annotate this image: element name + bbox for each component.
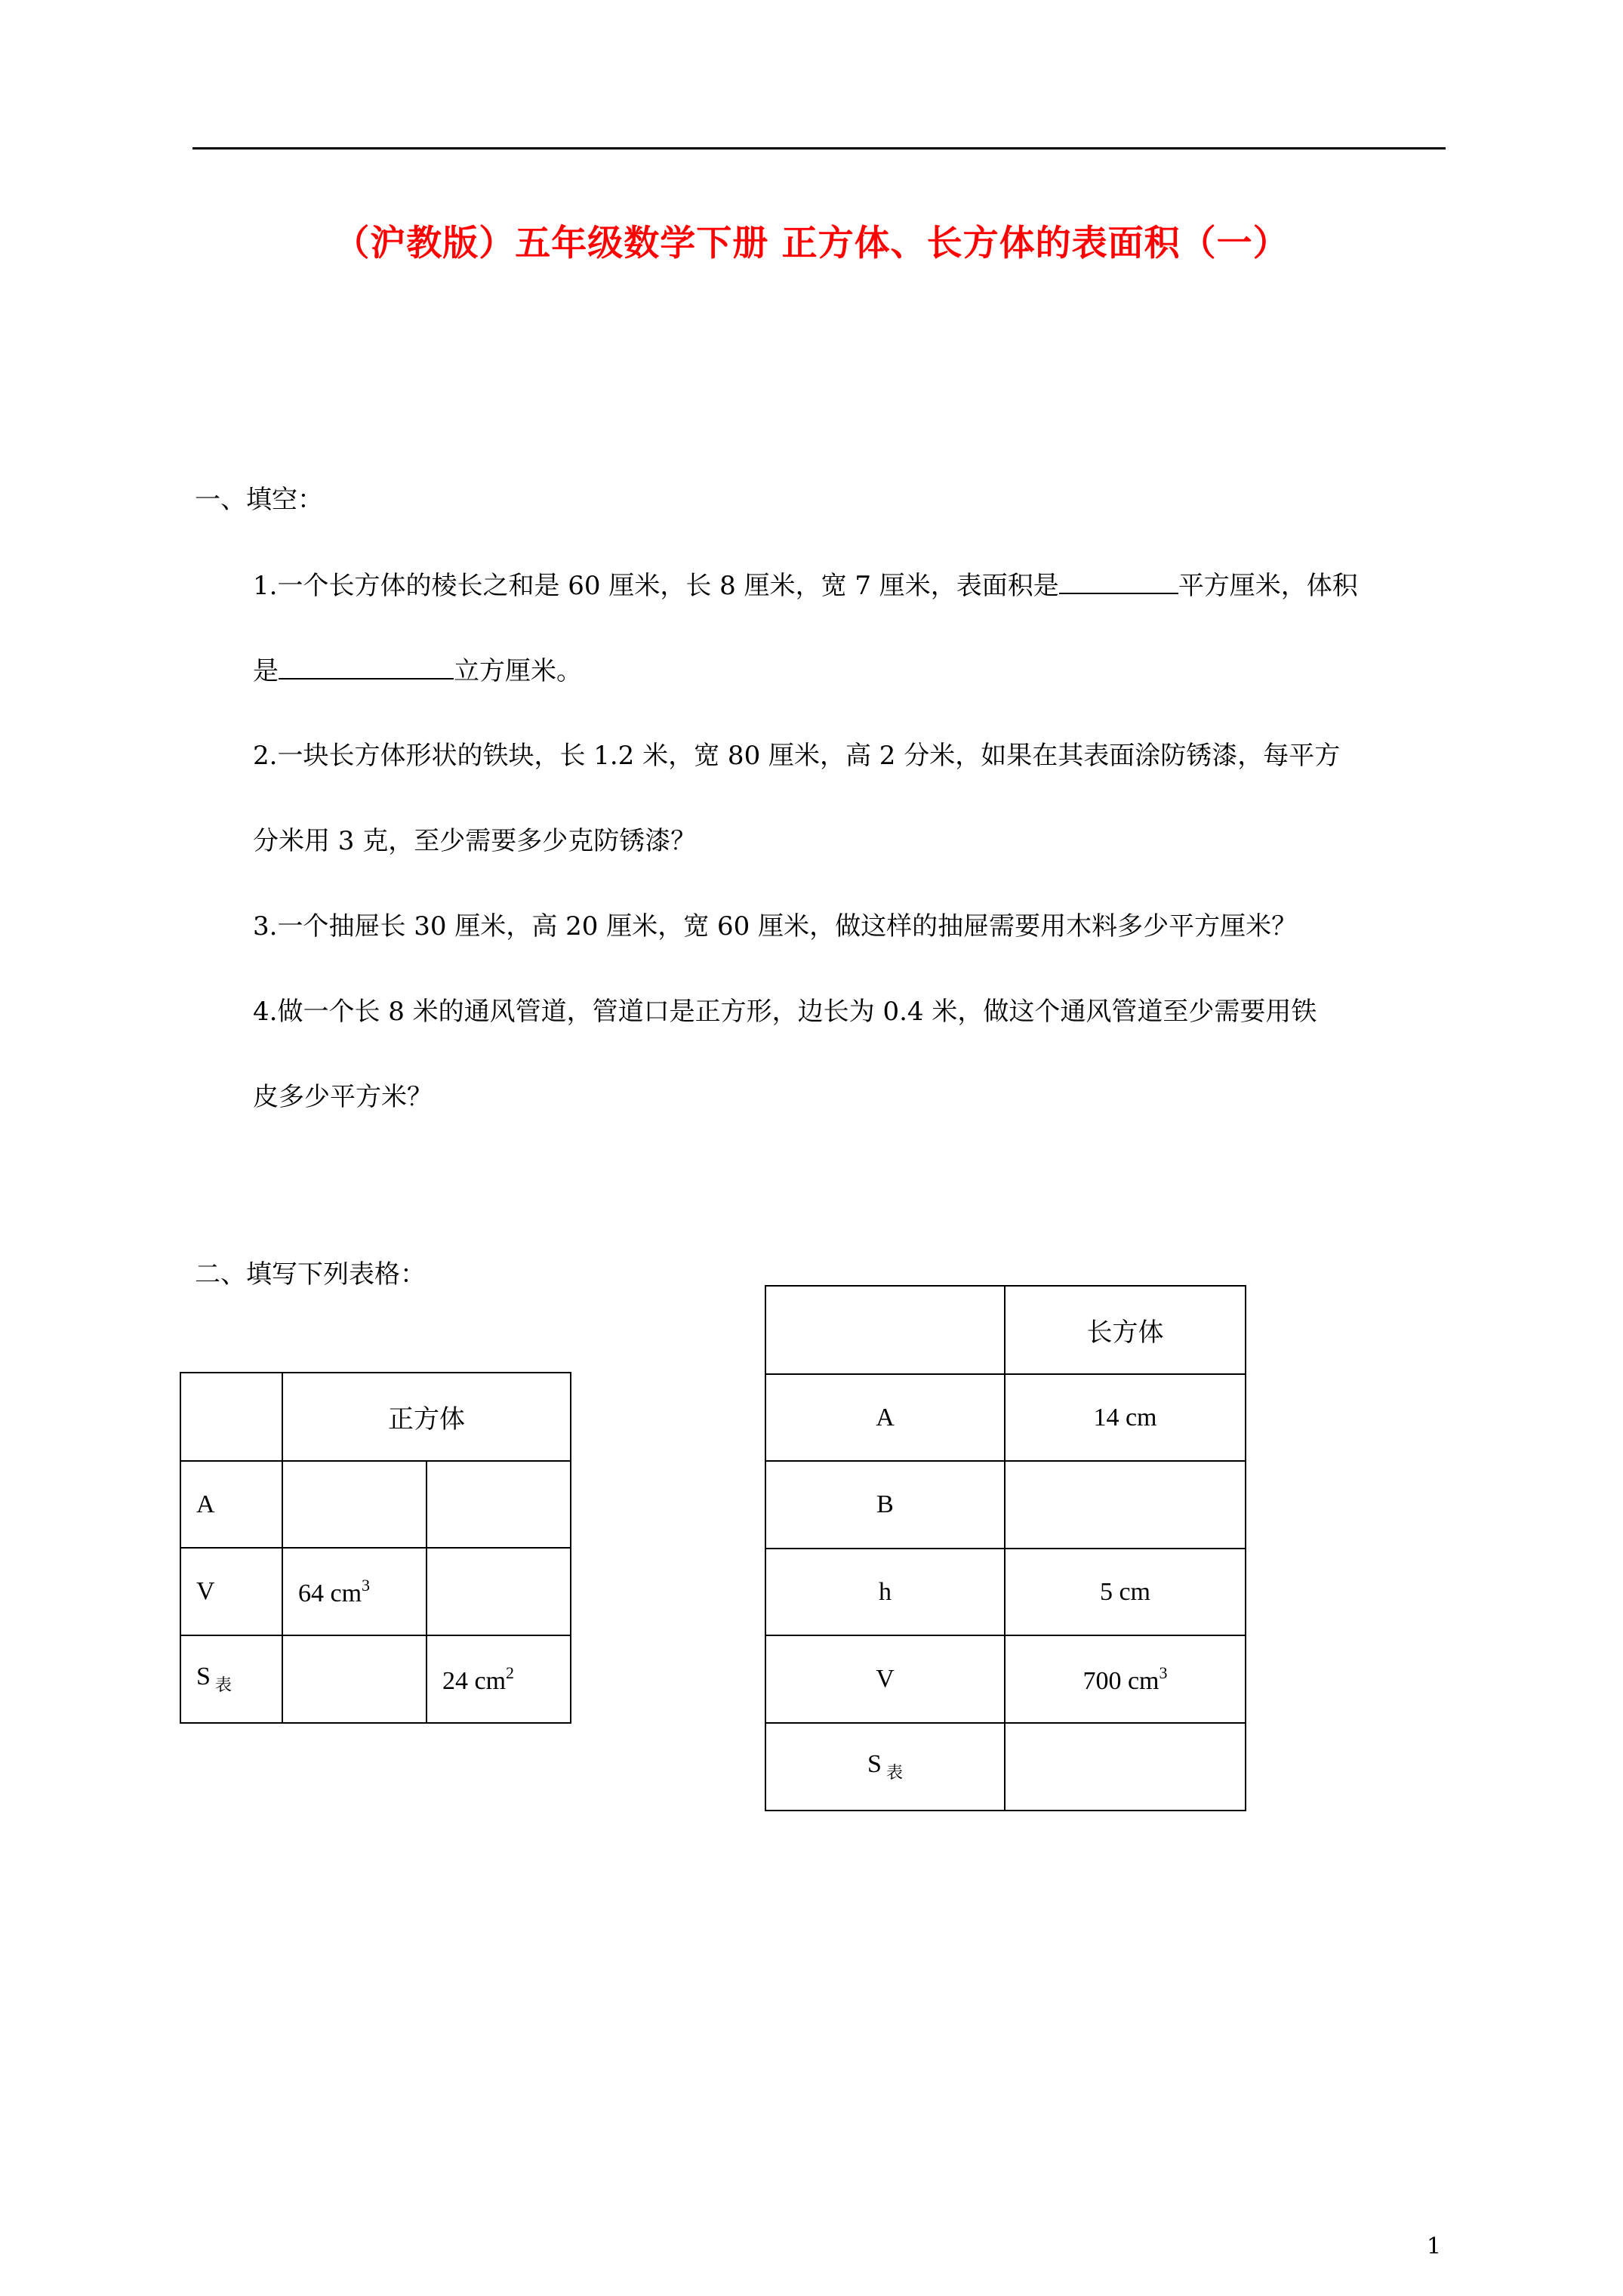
question-2-line-2: 分米用 3 克，至少需要多少克防锈漆？ (253, 826, 697, 856)
cube-volume-value: 64 cm (298, 1579, 362, 1607)
q1-text-d: 立方厘米。 (454, 656, 582, 686)
cuboid-cell-b[interactable] (1005, 1461, 1246, 1549)
cube-cell-a-2[interactable] (427, 1461, 571, 1548)
header-rule (192, 147, 1446, 149)
cuboid-cell-v (1005, 1635, 1246, 1723)
cube-table (180, 1372, 571, 1724)
cube-surface-exponent: 2 (506, 1663, 515, 1682)
cuboid-cell-a: 14 cm (1005, 1374, 1246, 1461)
question-3-line-1: 3.一个抽屉长 30 厘米，高 20 厘米，宽 60 厘米，做这样的抽屉需要用木料多少平方厘米？ (253, 911, 1298, 942)
cuboid-row-label-s (765, 1723, 1005, 1811)
cube-header: 正方体 (282, 1373, 571, 1461)
cube-cell-a-1[interactable] (282, 1461, 427, 1548)
cube-cell-s-2 (427, 1635, 571, 1723)
cuboid-table (765, 1285, 1246, 1811)
question-1-line-2 (253, 655, 582, 686)
page-title: （沪教版）五年级数学下册 正方体、长方体的表面积（一） (334, 223, 1289, 264)
cube-s-subscript: 表 (214, 1675, 232, 1694)
cuboid-row-label-a: A (765, 1374, 1005, 1461)
cuboid-header: 长方体 (1005, 1286, 1246, 1374)
cube-cell-v-1 (282, 1548, 427, 1635)
cuboid-cell-s[interactable] (1005, 1723, 1246, 1811)
cube-surface-value: 24 cm (442, 1666, 507, 1695)
cube-volume-exponent: 3 (362, 1575, 371, 1595)
cuboid-row-label-b: B (765, 1461, 1005, 1549)
q1-text-a: 1.一个长方体的棱长之和是 60 厘米，长 8 厘米，宽 7 厘米，表面积是 (253, 571, 1059, 601)
question-2-line-1: 2.一块长方体形状的铁块，长 1.2 米，宽 80 厘米，高 2 分米，如果在其表面涂防锈漆，每平方 (253, 741, 1341, 771)
cube-cell-v-2[interactable] (427, 1548, 571, 1635)
cuboid-row-label-v: V (765, 1635, 1005, 1723)
cuboid-corner-cell (765, 1286, 1005, 1374)
cuboid-volume-exponent: 3 (1159, 1663, 1168, 1682)
cube-s-letter: S (196, 1663, 211, 1690)
question-4-line-2: 皮多少平方米？ (253, 1082, 433, 1112)
question-4-line-1: 4.做一个长 8 米的通风管道，管道口是正方形，边长为 0.4 米，做这个通风管道至少需要用铁 (253, 997, 1317, 1027)
cube-cell-s-1[interactable] (282, 1635, 427, 1723)
cuboid-row-label-h: h (765, 1549, 1005, 1635)
cube-corner-cell (180, 1373, 282, 1461)
cube-row-label-v: V (180, 1548, 282, 1635)
cuboid-cell-h: 5 cm (1005, 1549, 1246, 1635)
cuboid-s-letter: S (867, 1750, 882, 1778)
q1-text-c: 是 (253, 656, 279, 686)
answer-blank-surface-area[interactable] (1059, 570, 1178, 594)
cuboid-s-subscript: 表 (885, 1763, 903, 1782)
page-number: 1 (1427, 2233, 1442, 2260)
answer-blank-volume[interactable] (279, 655, 454, 680)
section2-heading: 二、填写下列表格： (195, 1259, 426, 1290)
question-1-line-1 (253, 570, 1358, 601)
q1-text-b: 平方厘米，体积 (1178, 571, 1358, 601)
section1-heading: 一、填空： (195, 485, 323, 515)
cuboid-volume-value: 700 cm (1083, 1666, 1160, 1695)
cube-row-label-s (180, 1635, 282, 1723)
cube-row-label-a: A (180, 1461, 282, 1548)
